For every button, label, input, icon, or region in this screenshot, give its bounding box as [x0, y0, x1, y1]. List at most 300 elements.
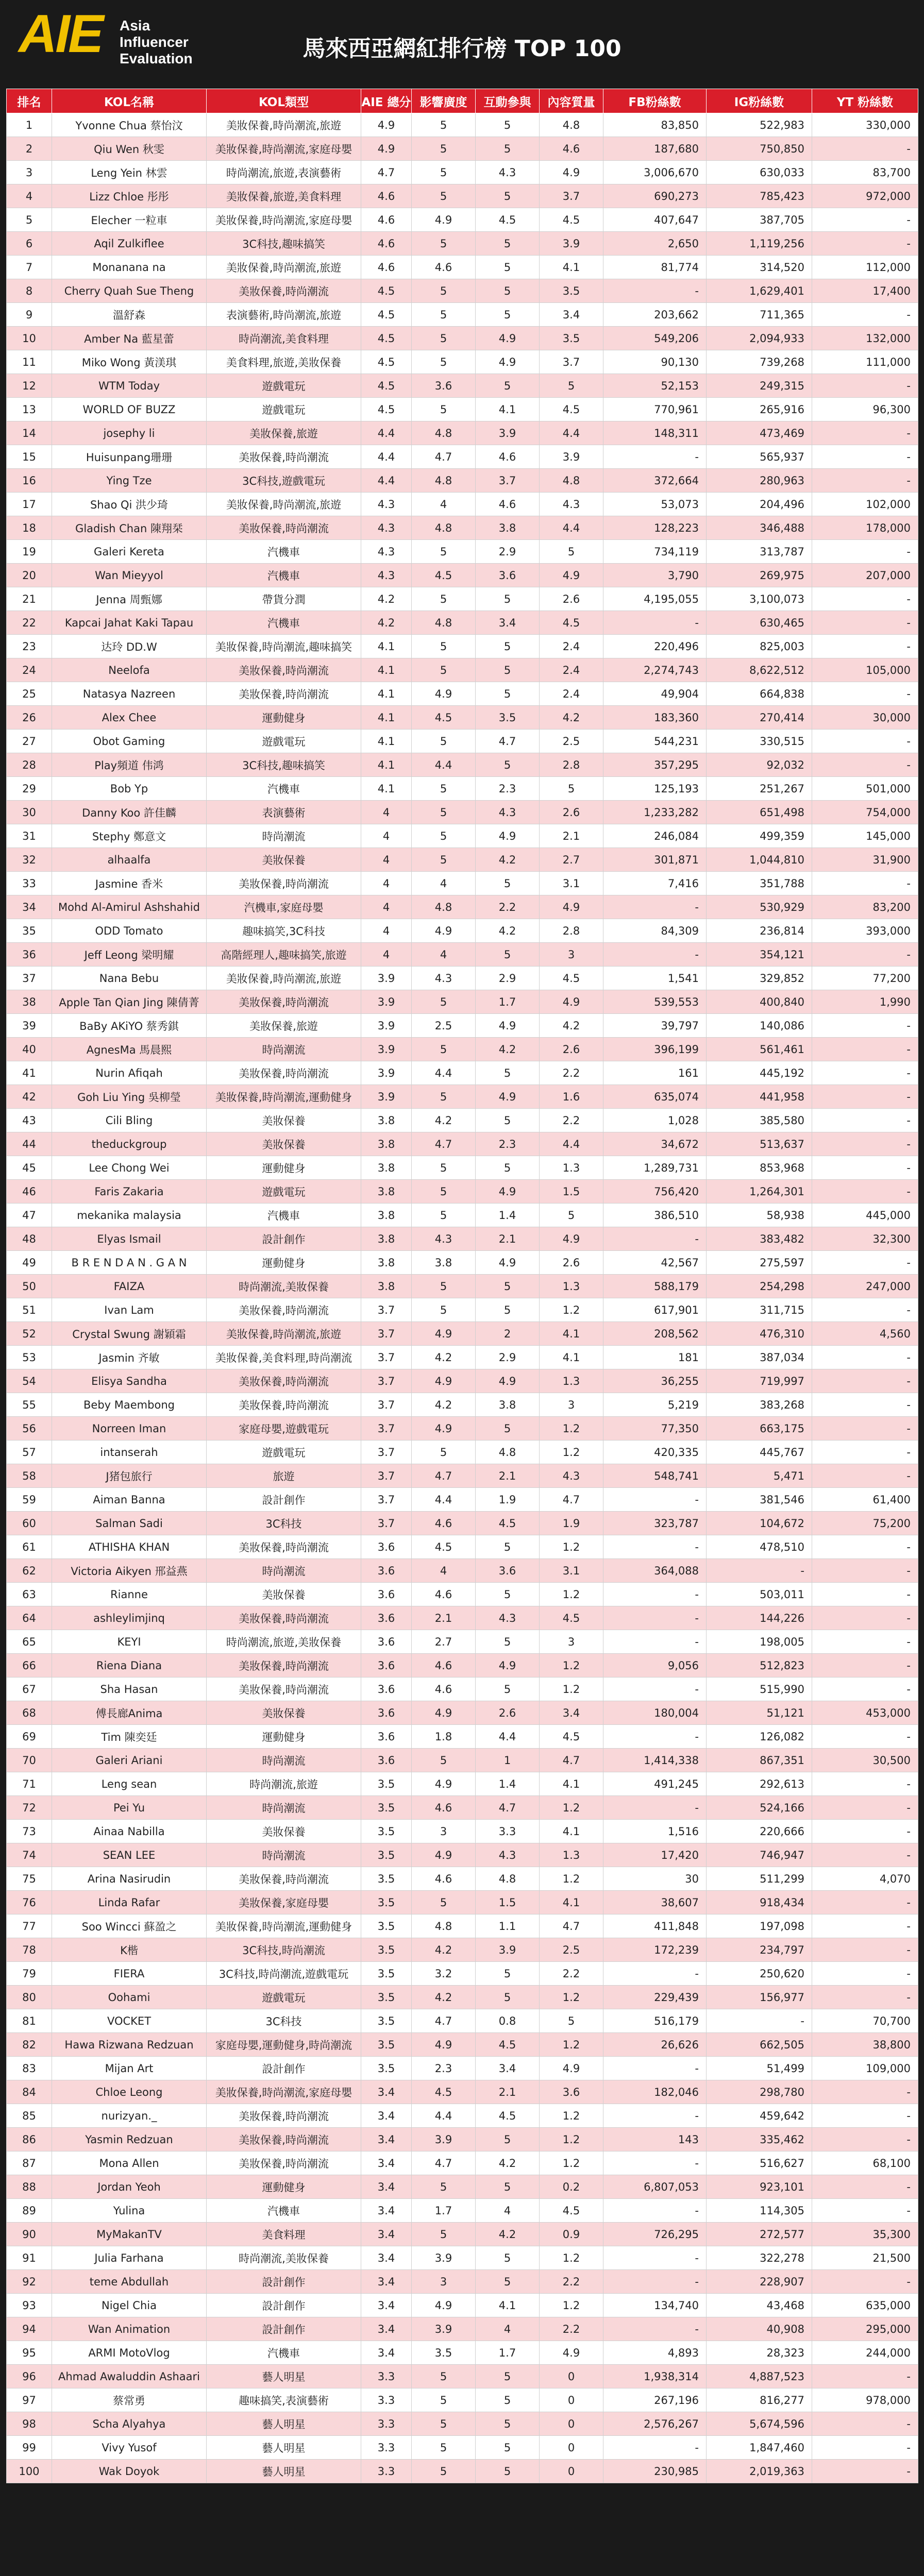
table-cell: 70 [7, 1749, 52, 1772]
table-cell: 3C科技,時尚潮流 [207, 1938, 361, 1962]
table-cell: 3.4 [361, 2104, 412, 2128]
table-cell: 81 [7, 2009, 52, 2033]
column-header: 互動參與 [476, 89, 540, 113]
table-cell: 2.1 [476, 1227, 540, 1251]
table-cell: 4.9 [412, 1369, 476, 1393]
table-cell: 4.9 [540, 2341, 603, 2365]
table-cell: 美妝保養,時尚潮流 [207, 445, 361, 469]
table-cell: 1.2 [540, 1535, 603, 1559]
table-cell: 4 [412, 872, 476, 895]
table-cell: Elisya Sandha [52, 1369, 207, 1393]
table-cell: 3.5 [361, 1914, 412, 1938]
table-cell: Elyas Ismail [52, 1227, 207, 1251]
table-cell: 501,000 [812, 777, 918, 801]
table-cell: 5 [476, 1535, 540, 1559]
table-row [7, 1322, 918, 1346]
table-cell: 2.2 [540, 2270, 603, 2294]
table-cell: 5 [412, 327, 476, 350]
table-cell: 4 [361, 919, 412, 943]
table-cell: 4.9 [540, 564, 603, 587]
table-cell: 表演藝術 [207, 801, 361, 824]
table-cell: - [812, 943, 918, 967]
table-cell: 100 [7, 2460, 52, 2483]
table-cell: ODD Tomato [52, 919, 207, 943]
table-cell: 16 [7, 469, 52, 493]
table-cell: 4.6 [361, 208, 412, 232]
table-row [7, 1701, 918, 1725]
table-cell: 美妝保養,旅遊,美食料理 [207, 184, 361, 208]
table-cell: 4.3 [540, 493, 603, 516]
table-cell: 61 [7, 1535, 52, 1559]
table-cell: 5 [476, 872, 540, 895]
table-cell: Norreen Iman [52, 1417, 207, 1440]
table-cell: 美妝保養,時尚潮流 [207, 1393, 361, 1417]
table-cell: 3C科技,時尚潮流,遊戲電玩 [207, 1962, 361, 1986]
table-cell: 4.7 [361, 161, 412, 184]
table-cell: Riena Diana [52, 1654, 207, 1677]
table-cell: 5 [476, 753, 540, 777]
table-cell: 5 [412, 1891, 476, 1914]
table-cell: 5 [412, 540, 476, 564]
table-cell: 汽機車 [207, 564, 361, 587]
table-row [7, 1914, 918, 1938]
table-cell: 4.4 [540, 421, 603, 445]
table-cell: - [707, 2009, 812, 2033]
table-row [7, 1156, 918, 1180]
table-cell: 69 [7, 1725, 52, 1749]
table-cell: 2.4 [540, 658, 603, 682]
page-title: 馬來西亞網紅排行榜 TOP 100 [303, 36, 621, 62]
table-cell: K楷 [52, 1938, 207, 1962]
table-cell: 3.9 [361, 1085, 412, 1109]
table-cell: 美妝保養,時尚潮流,運動健身 [207, 1914, 361, 1938]
table-cell: 4.2 [476, 848, 540, 872]
table-cell: 5 [412, 137, 476, 161]
table-cell: Scha Alyahya [52, 2412, 207, 2436]
table-cell: - [603, 1677, 707, 1701]
table-cell: 3.7 [540, 350, 603, 374]
table-cell: 4.2 [361, 611, 412, 635]
table-cell: 5 [476, 1583, 540, 1606]
table-row [7, 1512, 918, 1535]
table-cell: 280,963 [707, 469, 812, 493]
table-cell: 77,350 [603, 1417, 707, 1440]
table-row [7, 1820, 918, 1843]
table-cell: 美妝保養,旅遊 [207, 1014, 361, 1038]
table-row [7, 895, 918, 919]
table-cell: ARMI MotoVlog [52, 2341, 207, 2365]
table-cell: 美妝保養,時尚潮流,家庭母嬰 [207, 137, 361, 161]
table-cell: 3 [412, 1820, 476, 1843]
table-cell: 4.6 [412, 1867, 476, 1891]
table-cell: 2,274,743 [603, 658, 707, 682]
table-cell: Ivan Lam [52, 1298, 207, 1322]
table-cell: 1.9 [476, 1488, 540, 1512]
table-cell: 145,000 [812, 824, 918, 848]
table-cell: 1.7 [476, 990, 540, 1014]
table-cell: - [812, 1038, 918, 1061]
table-row [7, 1085, 918, 1109]
table-cell: 58,938 [707, 1204, 812, 1227]
table-cell: 藝人明星 [207, 2365, 361, 2388]
table-cell: 50 [7, 1275, 52, 1298]
table-cell: 3.6 [361, 1559, 412, 1583]
table-cell: 313,787 [707, 540, 812, 564]
table-row [7, 2033, 918, 2057]
table-cell: WORLD OF BUZZ [52, 398, 207, 421]
table-cell: 269,975 [707, 564, 812, 587]
table-cell: 17,420 [603, 1843, 707, 1867]
table-cell: 513,637 [707, 1132, 812, 1156]
table-cell: 美食料理 [207, 2223, 361, 2246]
table-cell: 3.4 [361, 2270, 412, 2294]
table-cell: 3C科技 [207, 1512, 361, 1535]
table-cell: 4.2 [476, 1038, 540, 1061]
table-cell: 5 [476, 1677, 540, 1701]
table-cell: 4.5 [361, 374, 412, 398]
table-cell: 3.6 [361, 1535, 412, 1559]
table-cell: 4.5 [476, 2104, 540, 2128]
table-cell: 4.5 [476, 2033, 540, 2057]
table-cell: - [812, 1535, 918, 1559]
table-cell: 5 [476, 113, 540, 137]
table-cell: 148,311 [603, 421, 707, 445]
table-cell: 藝人明星 [207, 2436, 361, 2460]
table-cell: 4.4 [476, 1725, 540, 1749]
table-cell: 203,662 [603, 303, 707, 327]
table-cell: Monanana na [52, 256, 207, 279]
table-cell: 4.9 [412, 2294, 476, 2317]
table-cell: 4.8 [412, 516, 476, 540]
table-cell: 3.3 [361, 2460, 412, 2483]
table-cell: 2.8 [540, 919, 603, 943]
table-cell: 趣味搞笑,表演藝術 [207, 2388, 361, 2412]
table-row [7, 350, 918, 374]
table-cell: 383,268 [707, 1393, 812, 1417]
table-cell: 478,510 [707, 1535, 812, 1559]
table-cell: 3.6 [476, 1559, 540, 1583]
table-cell: 372,664 [603, 469, 707, 493]
table-cell: 105,000 [812, 658, 918, 682]
table-cell: 292,613 [707, 1772, 812, 1796]
table-cell: 4.8 [476, 1867, 540, 1891]
table-cell: 美妝保養,時尚潮流 [207, 990, 361, 1014]
table-cell: 5 [412, 587, 476, 611]
table-row [7, 256, 918, 279]
table-cell: 遊戲電玩 [207, 1986, 361, 2009]
table-cell: Nurin Afiqah [52, 1061, 207, 1085]
table-cell: 2.5 [540, 1938, 603, 1962]
table-cell: 5 [7, 208, 52, 232]
table-cell: 3.7 [361, 1298, 412, 1322]
table-cell: 91 [7, 2246, 52, 2270]
table-cell: 6 [7, 232, 52, 256]
table-cell: 5 [412, 1156, 476, 1180]
table-cell: 高階經理人,趣味搞笑,旅遊 [207, 943, 361, 967]
table-cell: 4.5 [412, 564, 476, 587]
table-cell: - [812, 2175, 918, 2199]
table-cell: 2.9 [476, 1346, 540, 1369]
table-cell: 3.9 [540, 445, 603, 469]
table-cell: 4.2 [412, 1346, 476, 1369]
table-cell: 79 [7, 1962, 52, 1986]
table-cell: 143 [603, 2128, 707, 2151]
table-cell: 美妝保養,時尚潮流 [207, 2128, 361, 2151]
table-cell: 美妝保養 [207, 1583, 361, 1606]
table-cell: 295,000 [812, 2317, 918, 2341]
table-cell: 64 [7, 1606, 52, 1630]
table-cell: 3.6 [361, 1606, 412, 1630]
table-cell: 4.8 [476, 1440, 540, 1464]
table-cell: - [812, 1725, 918, 1749]
table-cell: 3.3 [361, 2436, 412, 2460]
table-cell: 5 [476, 635, 540, 658]
table-cell: 2,094,933 [707, 327, 812, 350]
table-cell: 651,498 [707, 801, 812, 824]
table-cell: 3C科技,趣味搞笑 [207, 232, 361, 256]
table-row [7, 2270, 918, 2294]
table-cell: 4.7 [412, 2151, 476, 2175]
table-cell: - [812, 1346, 918, 1369]
table-cell: 1,264,301 [707, 1180, 812, 1204]
table-cell: 3.4 [361, 2223, 412, 2246]
table-cell: 30,500 [812, 1749, 918, 1772]
table-cell: theduckgroup [52, 1132, 207, 1156]
table-cell: 3.9 [476, 1938, 540, 1962]
table-cell: - [812, 753, 918, 777]
table-cell: 運動健身 [207, 706, 361, 730]
table-row [7, 1583, 918, 1606]
table-cell: 4.6 [412, 1512, 476, 1535]
table-cell: 31 [7, 824, 52, 848]
table-cell: B R E N D A N . G A N [52, 1251, 207, 1275]
table-cell: - [812, 1820, 918, 1843]
table-cell: 4.9 [540, 990, 603, 1014]
table-cell: 364,088 [603, 1559, 707, 1583]
table-cell: 6,807,053 [603, 2175, 707, 2199]
table-cell: 512,823 [707, 1654, 812, 1677]
table-cell: 2.6 [540, 1251, 603, 1275]
table-cell: 3.8 [476, 1393, 540, 1417]
table-cell: 4.5 [361, 398, 412, 421]
table-cell: 時尚潮流,美妝保養 [207, 2246, 361, 2270]
table-cell: 5 [476, 682, 540, 706]
table-cell: 4.9 [412, 682, 476, 706]
table-cell: 524,166 [707, 1796, 812, 1820]
table-cell: 5,219 [603, 1393, 707, 1417]
column-header: KOL類型 [207, 89, 361, 113]
table-row [7, 1369, 918, 1393]
table-row [7, 2388, 918, 2412]
table-cell: 99 [7, 2436, 52, 2460]
table-cell: 4.8 [412, 469, 476, 493]
table-cell: - [812, 208, 918, 232]
table-cell: Hawa Rizwana Redzuan [52, 2033, 207, 2057]
table-cell: 30 [603, 1867, 707, 1891]
table-cell: Play頻道 伟鸿 [52, 753, 207, 777]
table-cell: 家庭母嬰,運動健身,時尚潮流 [207, 2033, 361, 2057]
table-cell: 美妝保養 [207, 1820, 361, 1843]
table-cell: 87 [7, 2151, 52, 2175]
table-cell: 1,233,282 [603, 801, 707, 824]
table-cell: 549,206 [603, 327, 707, 350]
table-cell: - [812, 1180, 918, 1204]
table-cell: 4.2 [540, 706, 603, 730]
table-cell: 63 [7, 1583, 52, 1606]
table-cell: 853,968 [707, 1156, 812, 1180]
table-row [7, 516, 918, 540]
table-cell: 5 [412, 990, 476, 1014]
table-cell: 5 [412, 184, 476, 208]
table-cell: - [603, 2104, 707, 2128]
table-cell: 4,070 [812, 1867, 918, 1891]
table-cell: 4.1 [361, 777, 412, 801]
table-cell: 4.9 [476, 350, 540, 374]
table-cell: 4.6 [476, 493, 540, 516]
table-cell: 4 [412, 1559, 476, 1583]
table-cell: 4.6 [412, 256, 476, 279]
table-cell: 58 [7, 1464, 52, 1488]
table-cell: 5 [540, 374, 603, 398]
table-cell: 265,916 [707, 398, 812, 421]
table-cell: 4.7 [412, 445, 476, 469]
table-cell: 5 [412, 279, 476, 303]
table-cell: 230,985 [603, 2460, 707, 2483]
table-cell: 5 [412, 2365, 476, 2388]
table-cell: 3.9 [540, 232, 603, 256]
table-cell: Mijan Art [52, 2057, 207, 2080]
table-cell: 1 [476, 1749, 540, 1772]
table-row [7, 113, 918, 137]
table-cell: - [603, 1962, 707, 1986]
table-cell: 1.5 [476, 1891, 540, 1914]
table-cell: 7,416 [603, 872, 707, 895]
table-cell: 美妝保養,家庭母嬰 [207, 1891, 361, 1914]
table-row [7, 848, 918, 872]
table-cell: 5 [476, 2246, 540, 2270]
table-cell: Apple Tan Qian Jing 陳倩菁 [52, 990, 207, 1014]
table-cell: 4,887,523 [707, 2365, 812, 2388]
table-cell: 1,938,314 [603, 2365, 707, 2388]
table-cell: 3.7 [361, 1488, 412, 1512]
table-cell: 81,774 [603, 256, 707, 279]
table-cell: 5 [476, 2270, 540, 2294]
table-cell: 時尚潮流 [207, 824, 361, 848]
table-row [7, 753, 918, 777]
table-cell: - [812, 2199, 918, 2223]
table-cell: 396,199 [603, 1038, 707, 1061]
table-cell: 13 [7, 398, 52, 421]
table-row [7, 635, 918, 658]
table-cell: 73 [7, 1820, 52, 1843]
table-row [7, 1749, 918, 1772]
table-cell: 109,000 [812, 2057, 918, 2080]
table-cell: Huisunpang珊珊 [52, 445, 207, 469]
table-cell: - [812, 1796, 918, 1820]
table-cell: Salman Sadi [52, 1512, 207, 1535]
table-cell: 5 [476, 256, 540, 279]
table-cell: 3.8 [476, 516, 540, 540]
table-cell: - [812, 2412, 918, 2436]
table-cell: 561,461 [707, 1038, 812, 1061]
table-cell: 4.4 [540, 1132, 603, 1156]
table-row [7, 279, 918, 303]
table-row [7, 1559, 918, 1583]
table-cell: 4.7 [540, 1749, 603, 1772]
table-cell: alhaalfa [52, 848, 207, 872]
table-cell: 3.4 [476, 2057, 540, 2080]
table-cell: 630,033 [707, 161, 812, 184]
table-cell: - [603, 2436, 707, 2460]
table-cell: 301,871 [603, 848, 707, 872]
table-cell: 8,622,512 [707, 658, 812, 682]
table-cell: 美妝保養,時尚潮流 [207, 682, 361, 706]
table-cell: 1.2 [540, 1583, 603, 1606]
table-cell: 38,800 [812, 2033, 918, 2057]
table-cell: 74 [7, 1843, 52, 1867]
table-cell: 15 [7, 445, 52, 469]
table-cell: 美妝保養,時尚潮流 [207, 1677, 361, 1701]
table-cell: 5 [412, 398, 476, 421]
table-cell: 383,482 [707, 1227, 812, 1251]
table-cell: 144,226 [707, 1606, 812, 1630]
table-cell: 47 [7, 1204, 52, 1227]
table-cell: 85 [7, 2104, 52, 2128]
table-cell: 4.9 [412, 919, 476, 943]
table-cell: 690,273 [603, 184, 707, 208]
table-cell: 1.3 [540, 1275, 603, 1298]
table-cell: Mona Allen [52, 2151, 207, 2175]
table-cell: 445,192 [707, 1061, 812, 1085]
table-cell: - [812, 1559, 918, 1583]
table-cell: 2.8 [540, 753, 603, 777]
table-row [7, 2104, 918, 2128]
table-cell: J猪包旅行 [52, 1464, 207, 1488]
table-cell: 5 [540, 2009, 603, 2033]
table-cell: Jasmine 香米 [52, 872, 207, 895]
table-cell: - [812, 1014, 918, 1038]
table-cell: 3.9 [361, 967, 412, 990]
table-cell: 62 [7, 1559, 52, 1583]
table-cell: 設計創作 [207, 2294, 361, 2317]
table-cell: 5 [412, 1085, 476, 1109]
footer [0, 2566, 924, 2576]
table-cell: 112,000 [812, 256, 918, 279]
table-row [7, 1488, 918, 1512]
table-cell: 923,101 [707, 2175, 812, 2199]
table-cell: 3,100,073 [707, 587, 812, 611]
table-cell: 70,700 [812, 2009, 918, 2033]
table-row [7, 2365, 918, 2388]
table-cell: 1,289,731 [603, 1156, 707, 1180]
table-cell: 3.7 [361, 1322, 412, 1346]
table-row [7, 1417, 918, 1440]
table-cell: Victoria Aikyen 邢益燕 [52, 1559, 207, 1583]
table-cell: 4.5 [476, 1512, 540, 1535]
table-row [7, 1393, 918, 1417]
table-cell: 515,990 [707, 1677, 812, 1701]
table-cell: 2.4 [540, 682, 603, 706]
table-cell: - [812, 1369, 918, 1393]
table-cell: 9 [7, 303, 52, 327]
table-cell: 181 [603, 1346, 707, 1369]
table-cell: KEYI [52, 1630, 207, 1654]
table-cell: 12 [7, 374, 52, 398]
table-cell: - [603, 1583, 707, 1606]
table-cell: Qiu Wen 秋雯 [52, 137, 207, 161]
header [0, 0, 924, 82]
table-cell: - [603, 1630, 707, 1654]
